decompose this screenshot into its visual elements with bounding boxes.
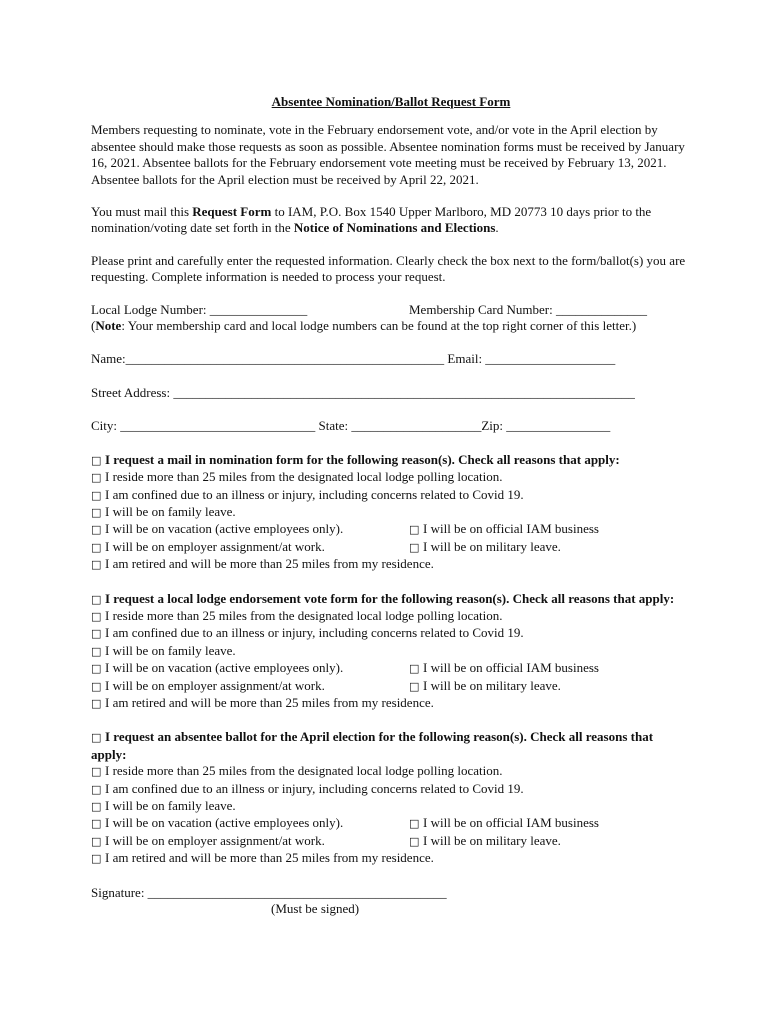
checkbox-icon[interactable]: □ bbox=[91, 453, 102, 467]
mail-instructions bbox=[91, 204, 691, 237]
nomination-heading[interactable] bbox=[91, 452, 691, 469]
april-ballot-heading[interactable] bbox=[91, 729, 691, 763]
checkbox-icon[interactable]: □ bbox=[91, 731, 102, 745]
checkbox-icon[interactable]: □ bbox=[91, 488, 102, 502]
checkbox-icon[interactable]: □ bbox=[409, 523, 420, 537]
checkbox-icon[interactable]: □ bbox=[91, 558, 102, 572]
reason-row bbox=[91, 815, 691, 832]
local-lodge-field[interactable]: Local Lodge Number: _______________ bbox=[91, 301, 308, 317]
reason-label: I will be on employer assignment/at work. bbox=[105, 832, 325, 848]
reason-label: I will be on official IAM business bbox=[423, 815, 599, 831]
reason-row bbox=[91, 678, 691, 695]
checkbox-icon[interactable]: □ bbox=[91, 609, 102, 623]
city-state-zip-field[interactable]: City: ______________________________ State: ____________________Zip: ________________ bbox=[91, 418, 611, 434]
endorsement-heading[interactable] bbox=[91, 591, 691, 608]
form-document bbox=[91, 94, 691, 917]
reason-row[interactable] bbox=[91, 798, 691, 815]
reason-right[interactable] bbox=[409, 678, 561, 695]
reason-label: I will be on family leave. bbox=[105, 642, 236, 658]
reason-label: I am confined due to an illness or injury, including concerns related to Covid 19. bbox=[105, 625, 524, 641]
checkbox-icon[interactable]: □ bbox=[91, 679, 102, 693]
april-ballot-heading-text: I request an absentee ballot for the April election for the following reason(s). Check all reasons that apply: bbox=[91, 729, 654, 762]
reason-right[interactable] bbox=[409, 521, 599, 538]
reason-label: I will be on family leave. bbox=[105, 798, 236, 813]
street-address-field[interactable]: Street Address: _______________________________________________________________________ bbox=[91, 384, 635, 400]
reason-label: I will be on vacation (active employees only). bbox=[105, 815, 344, 831]
mail-text-1: You must mail this bbox=[91, 204, 193, 220]
note-label: Note bbox=[95, 318, 122, 334]
membership-card-field[interactable]: Membership Card Number: ______________ bbox=[409, 301, 647, 317]
mail-text-2: to IAM, P.O. Box 1540 Upper Marlboro, MD 20773 10 days prior to the nomination/voting date set forth in the bbox=[91, 204, 652, 236]
reason-right[interactable] bbox=[409, 539, 561, 556]
mail-bold-request-form: Request Form bbox=[192, 204, 272, 220]
endorsement-form-section bbox=[91, 591, 691, 713]
reason-row[interactable] bbox=[91, 487, 691, 504]
reason-label: I am confined due to an illness or injury, including concerns related to Covid 19. bbox=[105, 486, 524, 502]
checkbox-icon[interactable]: □ bbox=[409, 679, 420, 693]
checkbox-icon[interactable]: □ bbox=[91, 662, 102, 676]
note-open: ( bbox=[91, 318, 96, 334]
checkbox-icon[interactable]: □ bbox=[91, 800, 102, 813]
checkbox-icon[interactable]: □ bbox=[409, 817, 420, 831]
name-email-field[interactable]: Name:_________________________________________________ Email: ____________________ bbox=[91, 351, 616, 367]
reason-row bbox=[91, 539, 691, 556]
reason-label: I reside more than 25 miles from the designated local lodge polling location. bbox=[105, 469, 503, 485]
mail-bold-notice: Notice of Nominations and Elections bbox=[293, 220, 496, 236]
reason-label: I will be on vacation (active employees only). bbox=[105, 660, 344, 676]
reason-label: I will be on official IAM business bbox=[423, 521, 599, 537]
reason-label: I will be on family leave. bbox=[105, 503, 236, 519]
reason-row[interactable] bbox=[91, 763, 691, 780]
checkbox-icon[interactable]: □ bbox=[91, 523, 102, 537]
reason-label: I am retired and will be more than 25 miles from my residence. bbox=[105, 556, 434, 572]
reason-row[interactable] bbox=[91, 695, 691, 712]
reason-label: I will be on vacation (active employees only). bbox=[105, 521, 344, 537]
reason-label: I will be on military leave. bbox=[423, 677, 561, 693]
checkbox-icon[interactable]: □ bbox=[91, 627, 102, 641]
checkbox-icon[interactable]: □ bbox=[91, 834, 102, 848]
reason-row[interactable] bbox=[91, 469, 691, 486]
reason-label: I am retired and will be more than 25 miles from my residence. bbox=[105, 850, 434, 866]
reason-row[interactable] bbox=[91, 850, 691, 867]
nomination-form-section bbox=[91, 452, 691, 574]
reason-row[interactable] bbox=[91, 781, 691, 798]
checkbox-icon[interactable]: □ bbox=[91, 644, 102, 658]
reason-row[interactable] bbox=[91, 556, 691, 573]
signature-note: (Must be signed) bbox=[271, 901, 360, 917]
checkbox-icon[interactable]: □ bbox=[91, 696, 102, 710]
checkbox-icon[interactable]: □ bbox=[409, 662, 420, 676]
reason-right[interactable] bbox=[409, 815, 599, 832]
reason-row[interactable] bbox=[91, 504, 691, 521]
lodge-card-row bbox=[91, 302, 691, 318]
reason-label: I am confined due to an illness or injury, including concerns related to Covid 19. bbox=[105, 780, 524, 796]
checkbox-icon[interactable]: □ bbox=[91, 817, 102, 831]
reason-label: I will be on employer assignment/at work. bbox=[105, 677, 325, 693]
reason-row[interactable] bbox=[91, 643, 691, 660]
checkbox-icon[interactable]: □ bbox=[409, 834, 420, 848]
checkbox-icon[interactable]: □ bbox=[91, 852, 102, 866]
reason-label: I will be on military leave. bbox=[423, 832, 561, 848]
checkbox-icon[interactable]: □ bbox=[409, 540, 420, 554]
april-ballot-section bbox=[91, 729, 691, 867]
reason-label: I reside more than 25 miles from the designated local lodge polling location. bbox=[105, 763, 503, 779]
checkbox-icon[interactable]: □ bbox=[91, 592, 102, 606]
reason-label: I will be on official IAM business bbox=[423, 660, 599, 676]
note-text: : Your membership card and local lodge numbers can be found at the top right corner of this letter.) bbox=[121, 318, 637, 334]
reason-label: I will be on military leave. bbox=[423, 538, 561, 554]
reason-row bbox=[91, 521, 691, 538]
reason-right[interactable] bbox=[409, 833, 561, 850]
reason-label: I will be on employer assignment/at work. bbox=[105, 538, 325, 554]
intro-paragraph: Members requesting to nominate, vote in the February endorsement vote, and/or vote in the April election by absentee should make those requests as soon as possible. Absentee nomination forms must be received by January 16, 2021. Absentee ballots for the February endorsement vote meeting must be received by February 13, 2021. Absentee ballots for the April election must be received by April 22, 2021. bbox=[91, 122, 685, 187]
nomination-heading-text: I request a mail in nomination form for the following reason(s). Check all reasons that apply: bbox=[105, 451, 620, 467]
reason-label: I reside more than 25 miles from the designated local lodge polling location. bbox=[105, 607, 503, 623]
checkbox-icon[interactable]: □ bbox=[91, 540, 102, 554]
checkbox-icon[interactable]: □ bbox=[91, 782, 102, 796]
reason-row bbox=[91, 660, 691, 677]
reason-row bbox=[91, 833, 691, 850]
signature-field[interactable]: Signature: ______________________________________________ bbox=[91, 884, 447, 900]
reason-label: I am retired and will be more than 25 miles from my residence. bbox=[105, 694, 434, 710]
checkbox-icon[interactable]: □ bbox=[91, 765, 102, 779]
reason-row[interactable] bbox=[91, 608, 691, 625]
checkbox-icon[interactable]: □ bbox=[91, 505, 102, 519]
note-line bbox=[91, 318, 691, 334]
reason-right[interactable] bbox=[409, 660, 599, 677]
checkbox-icon[interactable]: □ bbox=[91, 471, 102, 485]
form-title: Absentee Nomination/Ballot Request Form bbox=[271, 94, 511, 109]
mail-text-3: . bbox=[495, 220, 499, 236]
print-instructions: Please print and carefully enter the requested information. Clearly check the box next to the form/ballot(s) you are requesting. Complete information is needed to process your request. bbox=[91, 252, 686, 285]
reason-row[interactable] bbox=[91, 625, 691, 642]
endorsement-heading-text: I request a local lodge endorsement vote form for the following reason(s). Check all reasons that apply: bbox=[105, 590, 675, 606]
